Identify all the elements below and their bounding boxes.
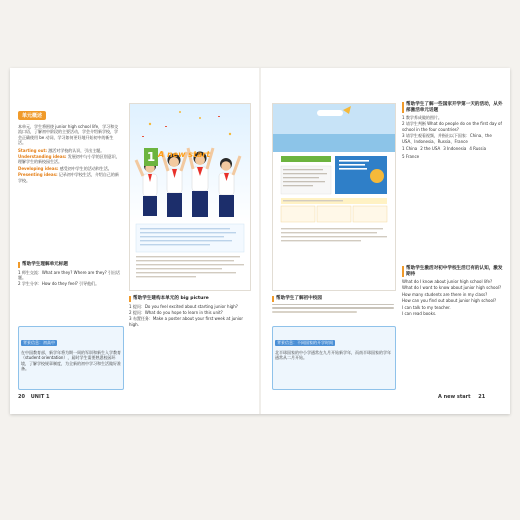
page-title: A new start	[438, 394, 471, 400]
overview-items	[18, 148, 120, 183]
help-lines: 1 提问：Do you feel excited about starting junior high? 2 提问：What do you hope to learn in this unit? 3 布置任务：Make a poster about your first week at junior high.	[129, 303, 243, 327]
unit-title: A new start	[158, 150, 211, 159]
box-title: 背景信息：初高中	[23, 340, 55, 345]
help-title: 帮助学生理解单元标题	[18, 262, 120, 268]
background-info-box	[18, 326, 124, 390]
section-title: 单元概述	[18, 111, 46, 120]
help-lines: 1 师生交流：What are they? Where are they? 引出话题。 2 学生分享：How do they feel? 引导他们。	[18, 269, 120, 287]
help-title: 帮助学生建构本单元的 big picture	[129, 296, 249, 302]
right-footer	[438, 394, 485, 400]
book-spread	[10, 68, 510, 414]
left-footer	[18, 394, 49, 400]
student-book-left	[129, 103, 251, 291]
unit-label: UNIT 1	[30, 394, 50, 400]
center-help-big-picture	[129, 296, 249, 328]
help-title: 帮助学生了解初中校园	[272, 296, 394, 302]
left-page-overview	[18, 102, 120, 184]
student-book-right	[272, 103, 396, 291]
page-number: 20	[18, 394, 25, 400]
overview-intro: 本单元，学生将围绕 junior high school life，学习和交流口语，了解初中阶段的主要活动，学会介绍新学校，学会正确使用 be 动词，学习如何更好地开始初中的新生活。	[18, 124, 119, 146]
country-options: 1 China 2 the USA 3 Indonesia 4 Russia 5 France	[402, 146, 487, 160]
background-info-box	[272, 326, 396, 390]
unit-number: 1	[144, 148, 158, 166]
box-text: 在中国教育部，新学年将为期一周的军训和新生入学教育（student orientation），届时学生需要熟悉校园环境，了解学校规章制度，为全新的初中学习和生活做好准备。	[21, 350, 121, 372]
students-photo	[130, 104, 250, 290]
starting-out-page	[273, 104, 395, 290]
help-title: 帮助学生激活对初中学校生活已有的认知，激发期待	[402, 266, 504, 277]
question-list: What do I know about junior high school life? What do I want to know about junior high school? How many students are there in my class? How can you find out about junior high school? I can talk to my teacher. I can read books.	[402, 279, 502, 317]
right-help-activate	[402, 266, 504, 317]
overview-item: Starting out: 激活对学校的认识，引出主题。	[18, 147, 105, 153]
box-text: 北半球国家的中小学通常在九月开始新学年，而南半球国家的学年通常从二月开始。	[275, 350, 391, 361]
box-title: 背景信息：不同国家的开学时间	[277, 340, 333, 345]
page-number: 21	[478, 394, 486, 400]
left-help-unit-title	[18, 262, 120, 288]
right-help-first-day	[402, 102, 504, 160]
help-title: 帮助学生了解一些国家开学第一天的活动，从外部激活单元话题	[402, 102, 504, 113]
center-right-help	[272, 296, 394, 315]
overview-item: Understanding ideas: 发展初中与小学的区别意识，理解学生的新校园生活。	[18, 154, 120, 165]
overview-item: Presenting ideas: 记录初中学校生活，介绍自己的新学校。	[18, 172, 119, 183]
overview-item: Developing ideas: 感受初中学生的活动和生活。	[18, 165, 112, 171]
help-lines: 1 教学养成做的图片。 2 请学生判断 What do people do on the first day of school in the four countries? 3 请学生观看视频，并指出以下国家：China、the USA、Indonesia、Russia、France	[402, 115, 502, 144]
book-gutter	[259, 68, 261, 414]
